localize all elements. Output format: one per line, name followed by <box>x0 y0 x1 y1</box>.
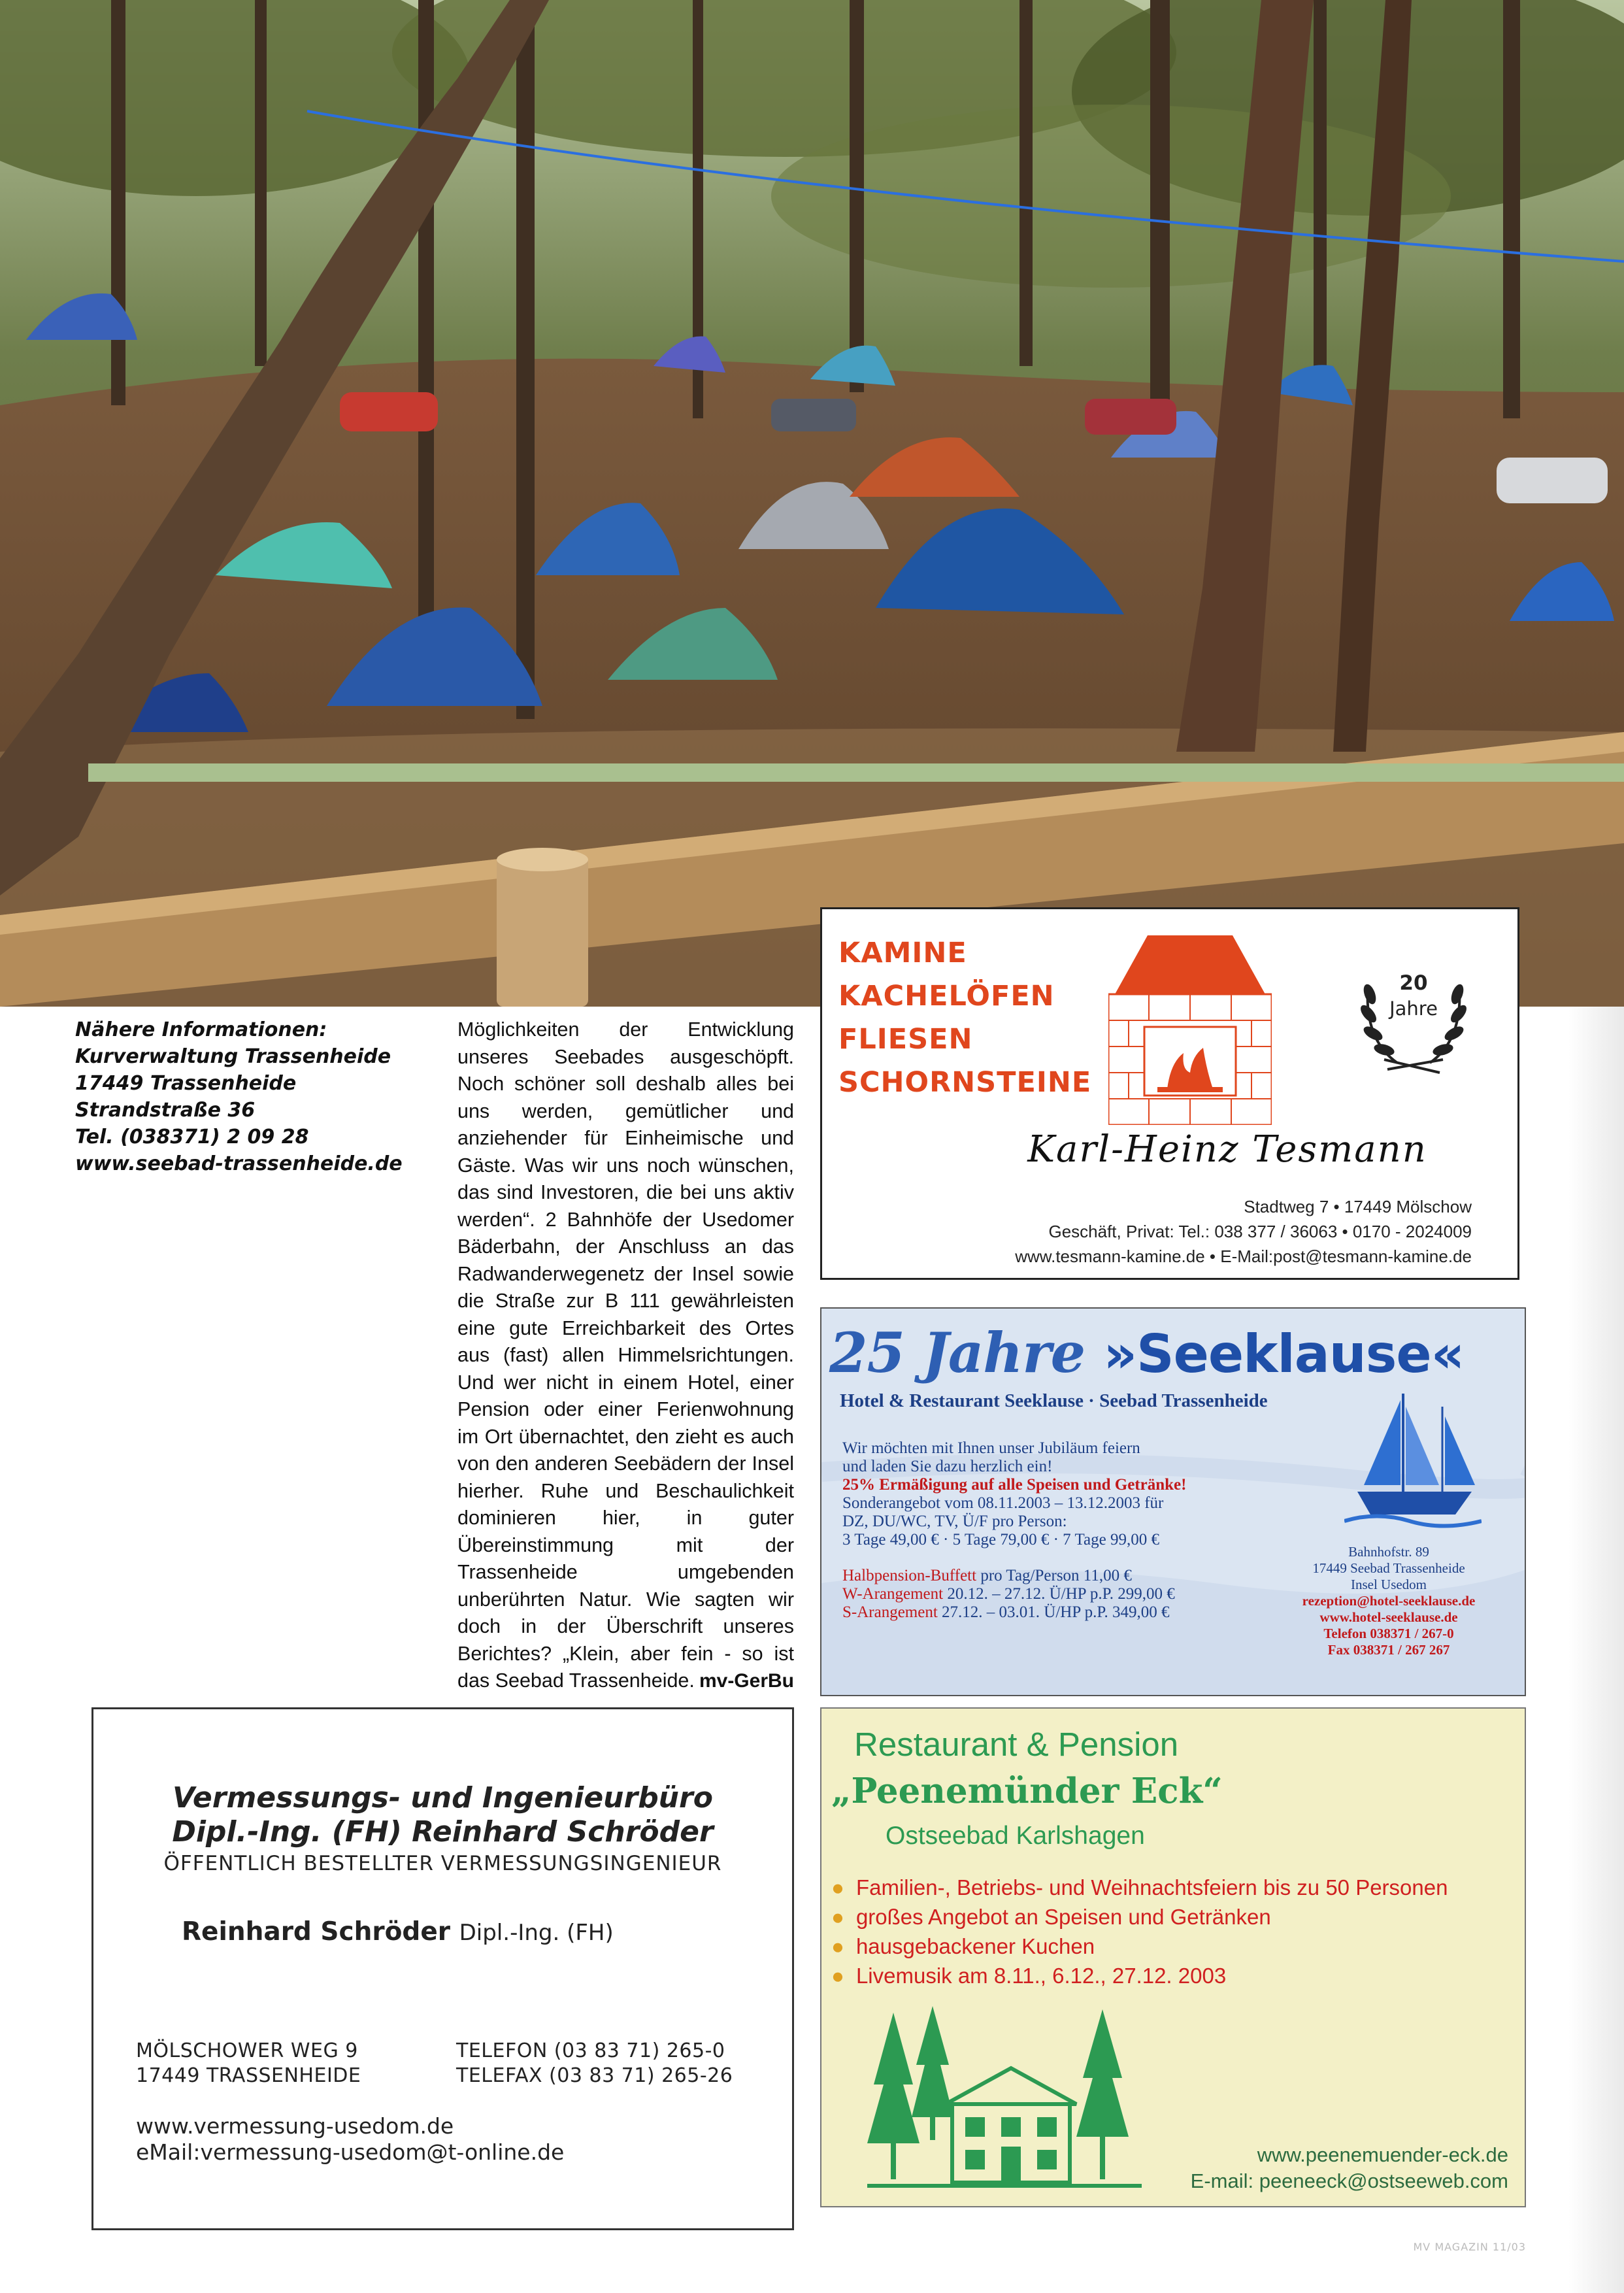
kamine-web[interactable]: www.tesmann-kamine.de • E-Mail:post@tesmann-kamine.de <box>1015 1247 1472 1266</box>
verm-city: 17449 TRASSENHEIDE <box>136 2064 361 2087</box>
pension-house-icon <box>867 2006 1142 2202</box>
info-city: 17449 Trassenheide <box>75 1072 297 1095</box>
page-edge-shadow <box>1568 1007 1624 2293</box>
further-information <box>75 1016 428 1177</box>
seeklause-title <box>829 1320 1464 1385</box>
campsite-photo <box>0 0 1624 1007</box>
seeklause-city: 17449 Seebad Trassenheide <box>1312 1560 1465 1576</box>
anniversary-number: 20 <box>1399 971 1428 995</box>
kamine-owner-name: Karl-Heinz Tesmann <box>1027 1128 1427 1171</box>
seeklause-fax: Fax 038371 / 267 267 <box>1327 1642 1450 1658</box>
peene-title-1: Restaurant & Pension <box>854 1726 1179 1763</box>
peene-web[interactable]: www.peenemuender-eck.de <box>1257 2143 1508 2166</box>
info-heading: Nähere Informationen: <box>75 1018 327 1041</box>
peene-title-2: „Peenemünder Eck“ <box>831 1771 1223 1811</box>
peene-bullet-1: ● Familien-, Betriebs- und Weihnachtsfeiern bis zu 50 Personen <box>831 1875 1448 1900</box>
article-signature: mv-GerBu <box>699 1670 794 1692</box>
ad-hotel-seeklause <box>820 1307 1526 1696</box>
info-organization: Kurverwaltung Trassenheide <box>75 1045 391 1068</box>
seeklause-street: Bahnhofstr. 89 <box>1348 1544 1429 1560</box>
campsite-photo-illustration <box>0 0 1624 1007</box>
kamine-phone: Geschäft, Privat: Tel.: 038 377 / 36063 • 0170 - 2024009 <box>1048 1222 1472 1241</box>
verm-owner: Reinhard Schröder Dipl.-Ing. (FH) <box>182 1917 614 1947</box>
verm-street: MÖLSCHOWER WEG 9 <box>136 2039 358 2062</box>
anniversary-label: Jahre <box>1389 997 1438 1020</box>
seeklause-s-arrangement: S-Arangement 27.12. – 03.01. Ü/HP p.P. 349,00 € <box>842 1603 1170 1621</box>
seeklause-line-2: und laden Sie dazu herzlich ein! <box>842 1458 1053 1475</box>
fireplace-icon <box>1108 935 1272 1125</box>
peene-email[interactable]: E-mail: peeneeck@ostseeweb.com <box>1190 2169 1508 2192</box>
seeklause-w-arrangement: W-Arangement 20.12. – 27.12. Ü/HP p.P. 299,00 € <box>842 1585 1175 1603</box>
info-website[interactable]: www.seebad-trassenheide.de <box>75 1152 403 1175</box>
seeklause-halbpension: Halbpension-Buffett pro Tag/Person 11,00 € <box>842 1567 1132 1584</box>
seeklause-web[interactable]: www.hotel-seeklause.de <box>1319 1609 1458 1625</box>
seeklause-prices: 3 Tage 49,00 € · 5 Tage 79,00 € · 7 Tage 99,00 € <box>842 1531 1159 1548</box>
kamine-line-2: KACHELÖFEN <box>838 980 1055 1013</box>
seeklause-subtitle: Hotel & Restaurant Seeklause · Seebad Trassenheide <box>840 1390 1268 1411</box>
kamine-address: Stadtweg 7 • 17449 Mölschow <box>1244 1197 1472 1216</box>
verm-email[interactable]: eMail:vermessung-usedom@t-online.de <box>136 2139 565 2165</box>
seeklause-title-years: 25 Jahre <box>829 1320 1085 1385</box>
verm-subtitle: ÖFFENTLICH BESTELLTER VERMESSUNGSINGENIEUR <box>163 1852 722 1875</box>
ad-kamine-tesmann <box>820 907 1519 1280</box>
peene-bullet-4: ● Livemusik am 8.11., 6.12., 27.12. 2003 <box>831 1964 1227 1988</box>
article-body: Möglichkeiten der Entwicklung unseres Seebades ausgeschöpft. Noch schöner soll deshalb alles bei uns werden, gemütlicher und anziehender für Einheimische und Gäste. Was wir uns noch wünschen, das sind Investoren, die bei uns aktiv werden“. 2 Bahnhöfe der Usedomer Bäderbahn, der Anschluss an das Radwanderwegenetz der Insel sowie die Straße zur B 111 gewährleisten eine gute Erreichbarkeit des Ortes aus (fast) allen Himmelsrichtungen. Und wer nicht in einem Hotel, einer Pension oder einer Ferienwohnung im Ort übernachtet, den zieht es auch von den anderen Seebädern der Insel hierher. Ruhe und Beschaulichkeit dominieren hier, in guter Übereinstimmung mit der Trassenheide umgebenden unberührten Natur. Wie sagten wir doch in der Überschrift unseres Berichtes? „Klein, aber fein - so ist das Seebad Trassenheide. <box>457 1018 794 1692</box>
verm-fax: TELEFAX (03 83 71) 265-26 <box>456 2064 733 2087</box>
seeklause-room: DZ, DU/WC, TV, Ü/F pro Person: <box>842 1513 1067 1530</box>
verm-title-1: Vermessungs- und Ingenieurbüro <box>173 1781 713 1815</box>
peene-bullet-2: ● großes Angebot an Speisen und Getränken <box>831 1905 1271 1929</box>
verm-phone: TELEFON (03 83 71) 265-0 <box>456 2039 725 2062</box>
kamine-line-1: KAMINE <box>838 937 967 969</box>
sailboat-icon <box>1344 1387 1482 1531</box>
info-phone: Tel. (038371) 2 09 28 <box>75 1126 309 1148</box>
ad-vermessungsbuero <box>91 1707 794 2230</box>
seeklause-phone: Telefon 038371 / 267-0 <box>1323 1626 1454 1641</box>
seeklause-title-name: »Seeklause« <box>1103 1324 1465 1384</box>
verm-title-2: Dipl.-Ing. (FH) Reinhard Schröder <box>172 1815 714 1849</box>
seeklause-island: Insel Usedom <box>1350 1577 1427 1592</box>
page-footer: MV MAGAZIN 11/03 <box>1413 2241 1526 2253</box>
bullet-icon: ● <box>831 1934 844 1958</box>
kamine-line-3: FLIESEN <box>838 1023 973 1056</box>
ad-peenemuender-eck <box>820 1707 1526 2207</box>
bullet-icon: ● <box>831 1875 844 1900</box>
seeklause-line-1: Wir möchten mit Ihnen unser Jubiläum feiern <box>842 1439 1140 1457</box>
seeklause-email[interactable]: rezeption@hotel-seeklause.de <box>1302 1593 1476 1609</box>
peene-title-3: Ostseebad Karlshagen <box>886 1822 1145 1850</box>
info-street: Strandstraße 36 <box>75 1099 256 1122</box>
bullet-icon: ● <box>831 1905 844 1929</box>
seeklause-offer: Sonderangebot vom 08.11.2003 – 13.12.2003 für <box>842 1494 1164 1512</box>
photo-green-band <box>88 763 1624 782</box>
bullet-icon: ● <box>831 1964 844 1988</box>
peene-bullet-3: ● hausgebackener Kuchen <box>831 1934 1095 1958</box>
seeklause-discount: 25% Ermäßigung auf alle Speisen und Getränke! <box>842 1476 1187 1494</box>
kamine-line-4: SCHORNSTEINE <box>838 1066 1092 1099</box>
verm-web[interactable]: www.vermessung-usedom.de <box>136 2113 454 2139</box>
